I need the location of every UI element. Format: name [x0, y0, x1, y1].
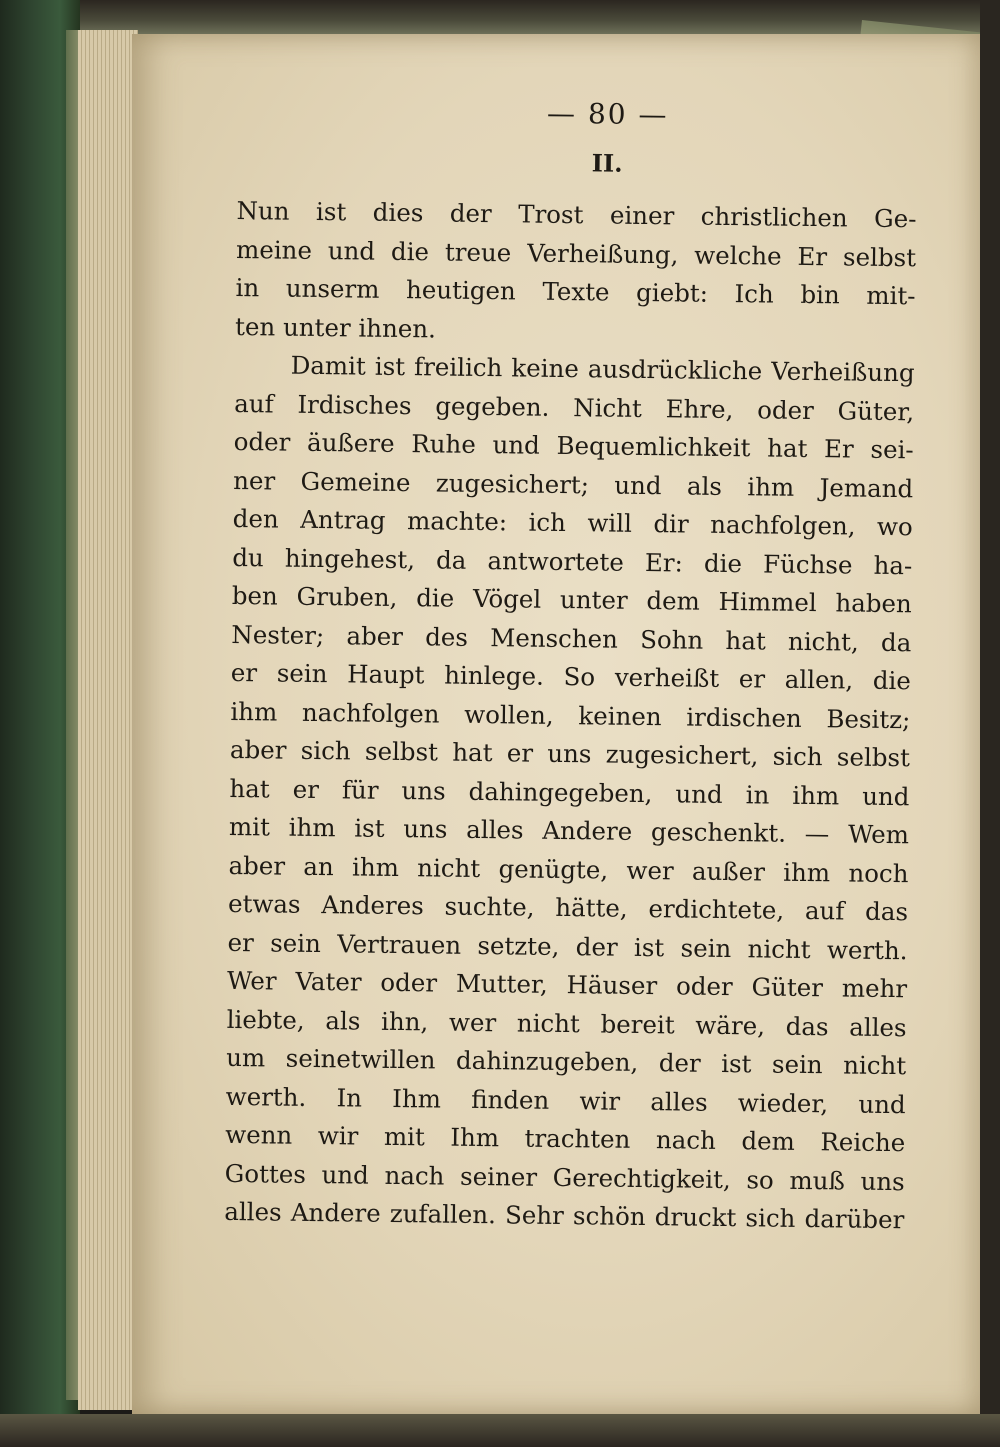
text-line: ner Gemeine zugesichert; und als ihm Jemand	[233, 465, 914, 503]
page-stack-edges	[78, 30, 138, 1410]
text-line: liebte, als ihn, wer nicht bereit wäre, das alles	[226, 1004, 907, 1042]
text-line: du hingehest, da antwortete Er: die Füchse ha-	[232, 542, 913, 580]
text-line: den Antrag machte: ich will dir nachfolgen, wo	[232, 503, 913, 542]
text-line: mit ihm ist uns alles Andere geschenkt. — Wem	[228, 811, 910, 850]
text-line: etwas Anderes suchte, hätte, erdichtete, auf das	[227, 888, 909, 927]
text-line: er sein Haupt hinlege. So verheißt er allen, die	[230, 657, 912, 696]
text-line: in unserm heutigen Texte giebt: Ich bin mit-	[235, 272, 916, 311]
background-right	[980, 0, 1000, 1447]
text-line: um seinetwillen dahinzugeben, der ist sein nicht	[226, 1042, 907, 1081]
text-line: aber sich selbst hat er uns zugesichert, sich selbst	[229, 734, 911, 773]
text-line: ten unter ihnen.	[234, 311, 437, 343]
text-line: alles Andere zufallen. Sehr schön druckt sich darüber	[224, 1196, 905, 1235]
text-line: Nun ist dies der Trost einer christlichen Ge-	[236, 195, 917, 234]
text-line: ben Gruben, die Vögel unter dem Himmel haben	[231, 580, 912, 619]
body-text	[224, 192, 917, 1240]
text-line: oder äußere Ruhe und Bequemlichkeit hat Er sei-	[233, 426, 914, 465]
section-heading: II.	[591, 148, 623, 178]
text-line: Nester; aber des Menschen Sohn hat nicht, da	[231, 619, 912, 657]
text-line: aber an ihm nicht genügte, wer außer ihm noch	[228, 850, 909, 888]
text-line: Wer Vater oder Mutter, Häuser oder Güter mehr	[226, 965, 908, 1004]
text-line: wenn wir mit Ihm trachten nach dem Reiche	[225, 1119, 906, 1158]
text-line: meine und die treue Verheißung, welche Er selbst	[235, 234, 917, 272]
text-line: er sein Vertrauen setzte, der ist sein nicht werth.	[227, 927, 908, 965]
text-line: werth. In Ihm finden wir alles wieder, und	[225, 1081, 906, 1119]
text-line: Gottes und nach seiner Gerechtigkeit, so muß uns	[224, 1158, 905, 1196]
text-line: Damit ist freilich keine ausdrückliche Verheißung	[290, 350, 915, 388]
page-number: — 80 —	[546, 96, 669, 132]
top-cover-edge	[0, 0, 1000, 34]
background-bottom	[0, 1414, 1000, 1447]
text-line: ihm nachfolgen wollen, keinen irdischen Besitz;	[230, 696, 911, 734]
text-line: hat er für uns dahingegeben, und in ihm und	[229, 773, 910, 811]
text-line: auf Irdisches gegeben. Nicht Ehre, oder Güter,	[234, 388, 915, 426]
